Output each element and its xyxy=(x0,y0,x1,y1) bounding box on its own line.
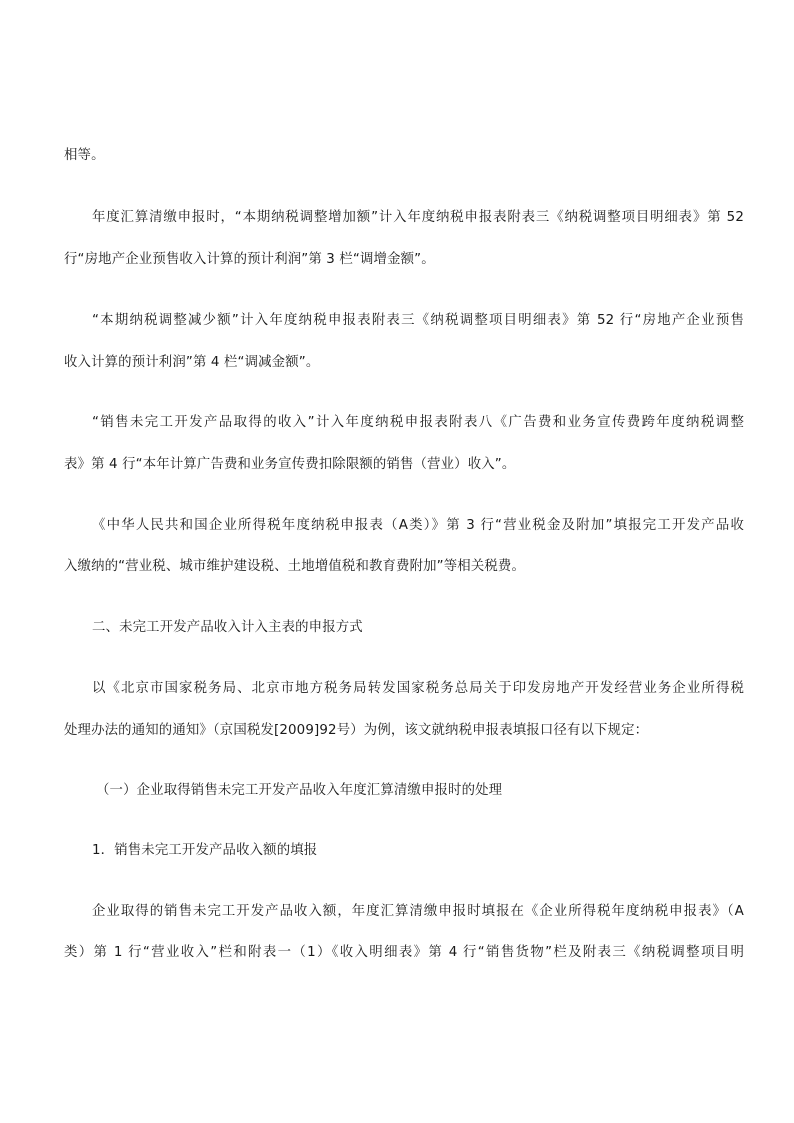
paragraph-line-9: 入缴纳的“营业税、城市维护建设税、土地增值税和教育费附加”等相关税费。 xyxy=(64,559,526,574)
paragraph-line-16: 类）第 1 行“营业收入”栏和附表一（1）《收入明细表》第 4 行“销售货物”栏及附表三《纳税调整项目明 xyxy=(64,945,744,960)
subsection-heading: （一）企业取得销售未完工开发产品收入年度汇算清缴申报时的处理 xyxy=(96,783,503,798)
paragraph-line-12: 处理办法的通知的通知》（京国税发[2009]92号）为例，该文就纳税申报表填报口径有以下规定： xyxy=(64,723,649,738)
paragraph-line-1: 相等。 xyxy=(64,148,105,163)
paragraph-line-7: 表》第 4 行“本年计算广告费和业务宣传费扣除限额的销售（营业）收入”。 xyxy=(64,457,516,472)
paragraph-line-8: 《中华人民共和国企业所得税年度纳税申报表（A类）》第 3 行“营业税金及附加”填报完工开发产品收 xyxy=(92,518,744,533)
paragraph-line-2: 年度汇算清缴申报时，“本期纳税调整增加额”计入年度纳税申报表附表三《纳税调整项目明细表》第 52 xyxy=(92,210,744,225)
paragraph-line-5: 收入计算的预计利润”第 4 栏“调减金额”。 xyxy=(64,355,320,370)
item-heading: 1．销售未完工开发产品收入额的填报 xyxy=(92,843,318,858)
paragraph-line-4: “本期纳税调整减少额”计入年度纳税申报表附表三《纳税调整项目明细表》第 52 行“房地产企业预售 xyxy=(92,313,744,328)
paragraph-line-15: 企业取得的销售未完工开发产品收入额，年度汇算清缴申报时填报在《企业所得税年度纳税申报表》（A xyxy=(92,904,744,919)
paragraph-line-3: 行“房地产企业预售收入计算的预计利润”第 3 栏“调增金额”。 xyxy=(64,252,435,267)
paragraph-line-11: 以《北京市国家税务局、北京市地方税务局转发国家税务总局关于印发房地产开发经营业务企业所得税 xyxy=(92,681,744,696)
section-heading: 二、未完工开发产品收入计入主表的申报方式 xyxy=(92,620,363,635)
paragraph-line-6: “销售未完工开发产品取得的收入”计入年度纳税申报表附表八《广告费和业务宣传费跨年度纳税调整 xyxy=(92,415,744,430)
